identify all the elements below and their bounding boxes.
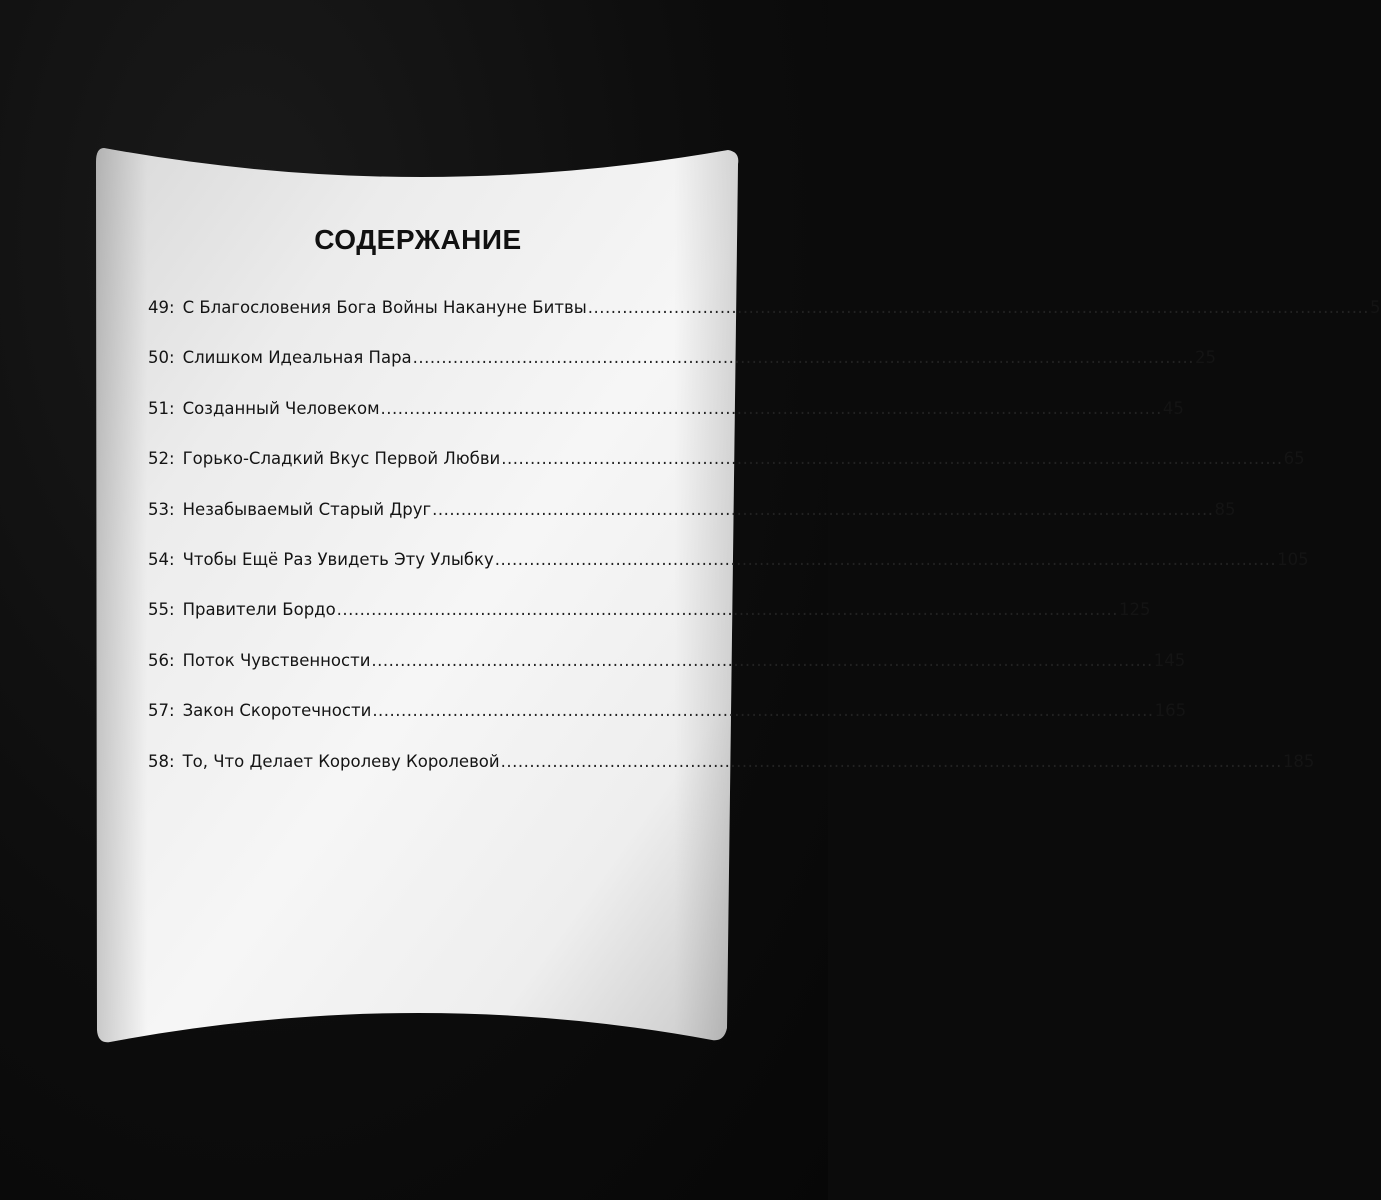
chapter-number: 51: <box>148 398 175 418</box>
toc-entry <box>148 751 1315 802</box>
chapter-title: Слишком Идеальная Пара <box>182 348 412 368</box>
chapter-title: Правители Бордо <box>182 600 336 620</box>
page-number: 5 <box>1370 298 1381 317</box>
dot-leader <box>413 348 1194 367</box>
chapter-title: Горько-Сладкий Вкус Первой Любви <box>182 449 501 469</box>
page-number: 85 <box>1214 499 1236 519</box>
toc-entry <box>148 701 1187 751</box>
chapter-number: 49: <box>148 298 175 317</box>
chapter-number: 57: <box>148 701 175 721</box>
dot-leader <box>501 449 1282 468</box>
dot-leader <box>372 701 1153 720</box>
chapter-number: 58: <box>148 751 175 771</box>
dot-leader <box>588 298 1369 317</box>
page-number: 25 <box>1194 348 1216 368</box>
chapter-number: 54: <box>148 549 175 569</box>
dot-leader <box>381 399 1162 418</box>
dot-leader <box>501 752 1282 771</box>
toc-entry <box>148 499 1236 550</box>
chapter-title: Чтобы Ещё Раз Увидеть Эту Улыбку <box>182 549 494 569</box>
dot-leader <box>495 550 1276 569</box>
toc-entry <box>148 600 1151 650</box>
chapter-title: С Благословения Бога Войны Накануне Битвы <box>182 298 587 317</box>
page-number: 45 <box>1162 398 1184 418</box>
chapter-number: 53: <box>148 499 175 519</box>
table-of-contents <box>148 222 1381 802</box>
toc-entry <box>148 650 1186 701</box>
toc-entry <box>148 348 1216 398</box>
chapter-title: Созданный Человеком <box>182 398 380 418</box>
page-number: 65 <box>1283 449 1305 469</box>
chapter-number: 52: <box>148 449 175 469</box>
chapter-title: Закон Скоротечности <box>182 701 372 721</box>
toc-entry <box>148 398 1184 449</box>
toc-heading: СОДЕРЖАНИЕ <box>314 224 522 255</box>
chapter-number: 56: <box>148 650 175 670</box>
page-number: 105 <box>1277 549 1309 569</box>
dot-leader <box>337 600 1118 619</box>
toc-entry <box>148 549 1309 600</box>
chapter-number: 55: <box>148 600 175 620</box>
page-number: 165 <box>1154 701 1187 721</box>
chapter-number: 50: <box>148 348 175 368</box>
dot-leader <box>371 651 1152 670</box>
toc-entry <box>148 298 1381 348</box>
page-number: 125 <box>1118 600 1151 620</box>
dot-leader <box>432 500 1213 519</box>
chapter-title: Поток Чувственности <box>182 650 371 670</box>
page-number: 185 <box>1282 751 1315 771</box>
chapter-title: То, Что Делает Королеву Королевой <box>182 751 500 771</box>
chapter-title: Незабываемый Старый Друг <box>182 499 432 519</box>
toc-list <box>148 298 1381 802</box>
page-number: 145 <box>1153 650 1186 670</box>
toc-entry <box>148 449 1305 499</box>
